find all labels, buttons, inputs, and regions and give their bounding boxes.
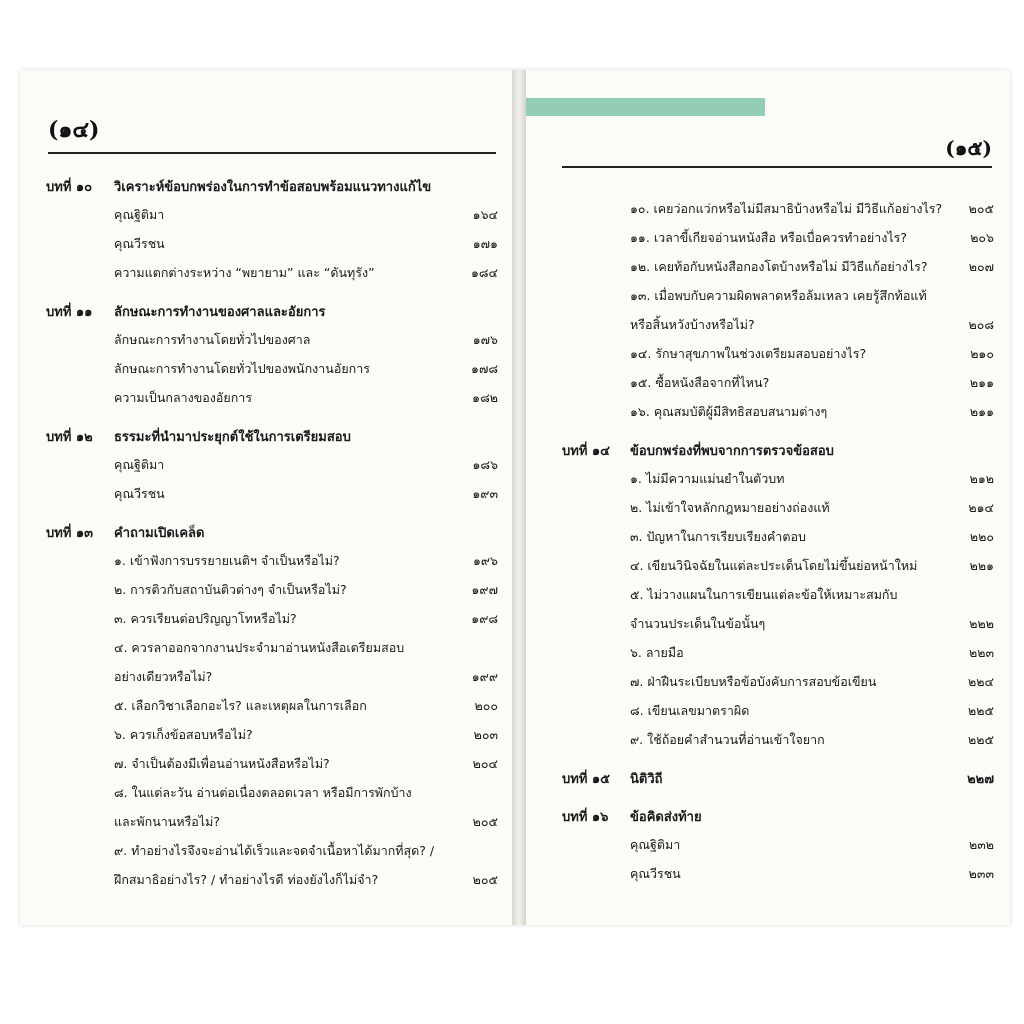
entry-page-number: ๒๑๔ [968, 500, 994, 515]
entry-page-number: ๑๘๔ [470, 265, 498, 280]
header-rule [48, 152, 496, 154]
entry-page-number: ๑๙๙ [471, 669, 498, 684]
chapter-title: นิติวิถี [630, 772, 663, 787]
chapter-block [46, 176, 498, 287]
entry-page-number: ๒๐๕ [968, 201, 994, 216]
entry-page-number: ๒๓๓ [968, 866, 994, 881]
entry-text: ๓. ปัญหาในการเรียบเรียงคำตอบ [630, 529, 806, 544]
chapter-heading [46, 522, 498, 546]
chapter-heading [562, 806, 994, 830]
chapter-block [562, 440, 994, 754]
entry-text: ๒. ไม่เข้าใจหลักกฎหมายอย่างถ่องแท้ [630, 500, 830, 515]
chapter-heading [562, 440, 994, 464]
toc-entry [46, 479, 498, 508]
toc-entry [46, 720, 498, 749]
toc-entry [562, 609, 994, 638]
chapter-label: บทที่ ๑๒ [46, 430, 93, 445]
entry-text: ๖. ลายมือ [630, 645, 684, 660]
entry-text: ลักษณะการทำงานโดยทั่วไปของพนักงานอัยการ [114, 361, 370, 376]
toc-entry [46, 200, 498, 229]
entry-page-number: ๒๐๕ [472, 814, 498, 829]
toc-entry [562, 551, 994, 580]
entry-text: ๑๐. เคยว่อกแว่กหรือไม่มีสมาธิบ้างหรือไม่ มีวิธีแก้อย่างไร? [630, 201, 943, 216]
entry-page-number: ๒๑๑ [969, 375, 994, 390]
chapter-label: บทที่ ๑๖ [562, 810, 609, 825]
entry-text: ๑๔. รักษาสุขภาพในช่วงเตรียมสอบอย่างไร? [630, 346, 867, 361]
entry-text: ๑๒. เคยท้อกับหนังสือกองโตบ้างหรือไม่ มีวิธีแก้อย่างไร? [630, 259, 928, 274]
chapter-title: ข้อคิดส่งท้าย [630, 810, 702, 825]
chapter-label: บทที่ ๑๐ [46, 180, 93, 195]
entry-text: ๑. เข้าฟังการบรรยายเนติฯ จำเป็นหรือไม่? [114, 553, 340, 568]
entry-text: ความเป็นกลางของอัยการ [114, 390, 253, 405]
chapter-label: บทที่ ๑๑ [46, 305, 93, 320]
entry-text: ๖. ควรเก็งข้อสอบหรือไม่? [114, 727, 253, 742]
entry-text: คุณฐิติมา [114, 207, 165, 222]
chapter-heading [562, 768, 994, 792]
toc-entry [46, 450, 498, 479]
entry-text: ๔. เขียนวินิจฉัยในแต่ละประเด็นโดยไม่ขึ้นย่อหน้าใหม่ [630, 558, 918, 573]
entry-text: ๙. ใช้ถ้อยคำสำนวนที่อ่านเข้าใจยาก [630, 732, 825, 747]
toc-entry [562, 368, 994, 397]
entry-page-number: ๑๙๘ [471, 611, 498, 626]
toc-entry [562, 310, 994, 339]
toc-entry [46, 325, 498, 354]
toc-entry [46, 258, 498, 287]
entry-text: ๑๑. เวลาขี้เกียจอ่านหนังสือ หรือเบื่อควรทำอย่างไร? [630, 230, 908, 245]
table-of-contents [46, 176, 498, 908]
chapter-heading [46, 426, 498, 450]
entry-text: ฝึกสมาธิอย่างไร? / ทำอย่างไรดี ท่องยังไงก็ไม่จำ? [114, 872, 379, 887]
entry-page-number: ๑๗๑ [472, 236, 498, 251]
chapter-block [46, 301, 498, 412]
toc-entry [46, 575, 498, 604]
chapter-heading [46, 301, 498, 325]
header-rule [562, 166, 992, 168]
entry-page-number: ๒๐๔ [472, 756, 498, 771]
entry-page-number: ๑๘๒ [472, 390, 498, 405]
entry-text: ความแตกต่างระหว่าง “พยายาม” และ “ดันทุรัง” [114, 265, 375, 280]
toc-entry [562, 522, 994, 551]
chapter-title: ธรรมะที่นำมาประยุกต์ใช้ในการเตรียมสอบ [114, 430, 351, 445]
toc-entry [562, 859, 994, 888]
entry-page-number: ๒๐๕ [472, 872, 498, 887]
entry-page-number: ๒๒๔ [968, 674, 994, 689]
entry-page-number: ๑๙๖ [472, 553, 498, 568]
toc-entry [46, 633, 498, 662]
chapter-title: คำถามเปิดเคล็ด [114, 526, 205, 541]
entry-page-number: ๒๐๐ [474, 698, 498, 713]
toc-entry [562, 252, 994, 281]
entry-text: จำนวนประเด็นในข้อนั้นๆ [630, 616, 766, 631]
toc-entry [46, 691, 498, 720]
entry-page-number: ๒๒๕ [968, 703, 994, 718]
book-spread [20, 70, 1010, 925]
toc-entry [562, 397, 994, 426]
toc-entry [562, 638, 994, 667]
entry-text: อย่างเดียวหรือไม่? [114, 669, 213, 684]
toc-entry [562, 339, 994, 368]
toc-entry [562, 194, 994, 223]
left-page [20, 70, 510, 925]
entry-page-number: ๒๒๓ [968, 645, 994, 660]
entry-text: ๗. ฝ่าฝืนระเบียบหรือข้อบังคับการสอบข้อเขียน [630, 674, 877, 689]
entry-text: ๕. ไม่วางแผนในการเขียนแต่ละข้อให้เหมาะสมกับ [630, 587, 898, 602]
chapter-block [46, 426, 498, 508]
entry-text: ๘. เขียนเลขมาตราผิด [630, 703, 750, 718]
toc-entry [562, 580, 994, 609]
toc-entry [562, 464, 994, 493]
entry-text: ๘. ในแต่ละวัน อ่านต่อเนื่องตลอดเวลา หรือมีการพักบ้าง [114, 785, 412, 800]
toc-entry [46, 604, 498, 633]
toc-entry [46, 865, 498, 894]
entry-page-number: ๑๖๔ [472, 207, 498, 222]
entry-page-number: ๑๙๗ [471, 582, 498, 597]
entry-text: ๓. ควรเรียนต่อปริญญาโทหรือไม่? [114, 611, 297, 626]
book-gutter [512, 70, 526, 925]
chapter-block [562, 768, 994, 792]
chapter-page-number: ๒๒๗ [967, 772, 994, 787]
entry-text: คุณวีรชน [114, 236, 165, 251]
toc-entry [46, 229, 498, 258]
chapter-block [562, 806, 994, 888]
entry-page-number: ๑๙๓ [472, 486, 498, 501]
entry-text: ๑๓. เมื่อพบกับความผิดพลาดหรือล้มเหลว เคยรู้สึกท้อแท้ [630, 288, 927, 303]
entry-text: ๑. ไม่มีความแม่นยำในตัวบท [630, 471, 785, 486]
chapter-title: ลักษณะการทำงานของศาลและอัยการ [114, 305, 326, 320]
entry-text: คุณวีรชน [114, 486, 165, 501]
toc-entry [46, 354, 498, 383]
toc-entry [46, 778, 498, 807]
entry-text: และพักนานหรือไม่? [114, 814, 220, 829]
entry-page-number: ๒๐๖ [970, 230, 994, 245]
entry-page-number: ๑๗๖ [472, 332, 498, 347]
toc-entry [46, 383, 498, 412]
toc-entry [46, 836, 498, 865]
chapter-label: บทที่ ๑๔ [562, 444, 611, 459]
toc-entry [562, 667, 994, 696]
toc-entry [46, 662, 498, 691]
entry-page-number: ๒๐๗ [968, 259, 994, 274]
entry-text: ลักษณะการทำงานโดยทั่วไปของศาล [114, 332, 311, 347]
toc-entry [46, 807, 498, 836]
entry-page-number: ๒๐๘ [968, 317, 994, 332]
entry-page-number: ๒๒๐ [969, 529, 994, 544]
toc-entry [562, 696, 994, 725]
entry-text: หรือสิ้นหวังบ้างหรือไม่? [630, 317, 755, 332]
entry-page-number: ๑๗๘ [471, 361, 498, 376]
toc-entry [562, 223, 994, 252]
entry-page-number: ๒๑๐ [970, 346, 994, 361]
toc-entry [562, 830, 994, 859]
entry-text: ๙. ทำอย่างไรจึงจะอ่านได้เร็วและจดจำเนื้อหาได้มากที่สุด? / [114, 843, 435, 858]
entry-text: ๑๖. คุณสมบัติผู้มีสิทธิสอบสนามต่างๆ [630, 404, 828, 419]
right-page [528, 70, 1010, 925]
entry-text: ๕. เลือกวิชาเลือกอะไร? และเหตุผลในการเลือก [114, 698, 367, 713]
toc-entry [562, 281, 994, 310]
entry-page-number: ๒๒๑ [969, 558, 994, 573]
entry-text: ๒. การติวกับสถาบันติวต่างๆ จำเป็นหรือไม่? [114, 582, 347, 597]
chapter-heading [46, 176, 498, 200]
entry-text: ๗. จำเป็นต้องมีเพื่อนอ่านหนังสือหรือไม่? [114, 756, 330, 771]
toc-entry [46, 546, 498, 575]
table-of-contents [562, 194, 994, 902]
entry-page-number: ๑๘๖ [472, 457, 498, 472]
entry-text: ๔. ควรลาออกจากงานประจำมาอ่านหนังสือเตรียมสอบ [114, 640, 405, 655]
toc-entry [562, 493, 994, 522]
toc-entry [46, 749, 498, 778]
chapter-title: ข้อบกพร่องที่พบจากการตรวจข้อสอบ [630, 444, 834, 459]
toc-entry [562, 725, 994, 754]
page-number: (๑๔) [48, 117, 100, 143]
entry-text: คุณฐิติมา [114, 457, 165, 472]
entry-text: คุณวีรชน [630, 866, 681, 881]
entry-page-number: ๒๐๓ [473, 727, 498, 742]
chapter-title: วิเคราะห์ข้อบกพร่องในการทำข้อสอบพร้อมแนวทางแก้ไข [114, 180, 432, 195]
chapter-label: บทที่ ๑๓ [46, 526, 94, 541]
page-number: (๑๕) [945, 136, 992, 160]
entry-page-number: ๒๑๑ [969, 404, 994, 419]
continued-entries [562, 194, 994, 426]
chapter-label: บทที่ ๑๕ [562, 772, 611, 787]
entry-page-number: ๒๓๒ [968, 837, 994, 852]
entry-text: ๑๕. ซื้อหนังสือจากที่ไหน? [630, 375, 770, 390]
entry-text: คุณฐิติมา [630, 837, 681, 852]
entry-page-number: ๒๒๒ [969, 616, 994, 631]
entry-page-number: ๒๒๕ [968, 732, 994, 747]
entry-page-number: ๒๑๒ [969, 471, 994, 486]
chapter-block [46, 522, 498, 894]
